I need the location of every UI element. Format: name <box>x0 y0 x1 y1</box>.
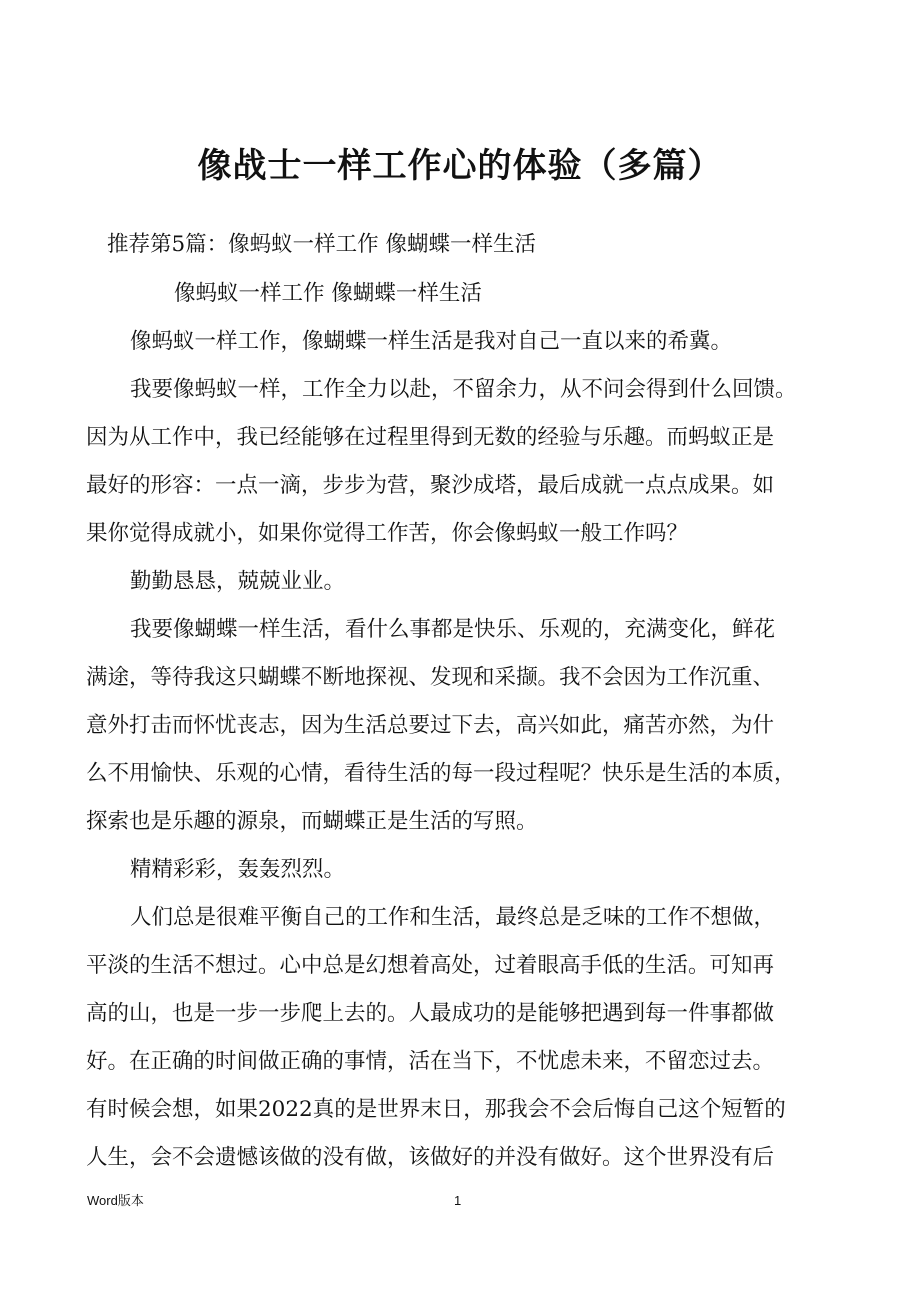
body-line: 因为从工作中，我已经能够在过程里得到无数的经验与乐趣。而蚂蚁正是 <box>86 425 775 450</box>
body-line: 我要像蝴蝶一样生活，看什么事都是快乐、乐观的，充满变化，鲜花 <box>130 617 776 642</box>
subheading: 像蚂蚁一样工作 像蝴蝶一样生活 <box>174 281 482 306</box>
body-line: 人生，会不会遗憾该做的没有做，该做好的并没有做好。这个世界没有后 <box>86 1145 775 1170</box>
body-line: 平淡的生活不想过。心中总是幻想着高处，过着眼高手低的生活。可知再 <box>86 953 775 978</box>
body-line: 意外打击而怀忧丧志，因为生活总要过下去，高兴如此，痛苦亦然，为什 <box>86 713 775 738</box>
body-line: 有时候会想，如果2022真的是世界末日，那我会不会后悔自己这个短暂的 <box>86 1097 786 1122</box>
footer-version-label: Word版本 <box>87 1193 144 1208</box>
body-line: 我要像蚂蚁一样，工作全力以赴，不留余力，从不问会得到什么回馈。 <box>130 377 797 402</box>
document-title: 像战士一样工作心的体验（多篇） <box>197 146 723 186</box>
body-line: 人们总是很难平衡自己的工作和生活，最终总是乏味的工作不想做， <box>130 905 776 930</box>
section-heading: 推荐第5篇：像蚂蚁一样工作 像蝴蝶一样生活 <box>107 232 537 257</box>
body-line: 果你觉得成就小，如果你觉得工作苦，你会像蚂蚁一般工作吗？ <box>86 521 689 546</box>
body-line: 勤勤恳恳，兢兢业业。 <box>130 569 346 594</box>
body-line: 精精彩彩，轰轰烈烈。 <box>130 857 346 882</box>
body-line: 高的山，也是一步一步爬上去的。人最成功的是能够把遇到每一件事都做 <box>86 1001 775 1026</box>
body-line: 最好的形容：一点一滴，步步为营，聚沙成塔，最后成就一点点成果。如 <box>86 473 775 498</box>
body-line: 好。在正确的时间做正确的事情，活在当下，不忧虑未来，不留恋过去。 <box>86 1049 775 1074</box>
body-line: 探索也是乐趣的源泉，而蝴蝶正是生活的写照。 <box>86 809 538 834</box>
body-line: 么不用愉快、乐观的心情，看待生活的每一段过程呢？快乐是生活的本质， <box>86 761 796 786</box>
footer-page-number: 1 <box>454 1193 462 1208</box>
body-line: 像蚂蚁一样工作，像蝴蝶一样生活是我对自己一直以来的希冀。 <box>130 329 733 354</box>
body-line: 满途，等待我这只蝴蝶不断地探视、发现和采撷。我不会因为工作沉重、 <box>86 665 775 690</box>
